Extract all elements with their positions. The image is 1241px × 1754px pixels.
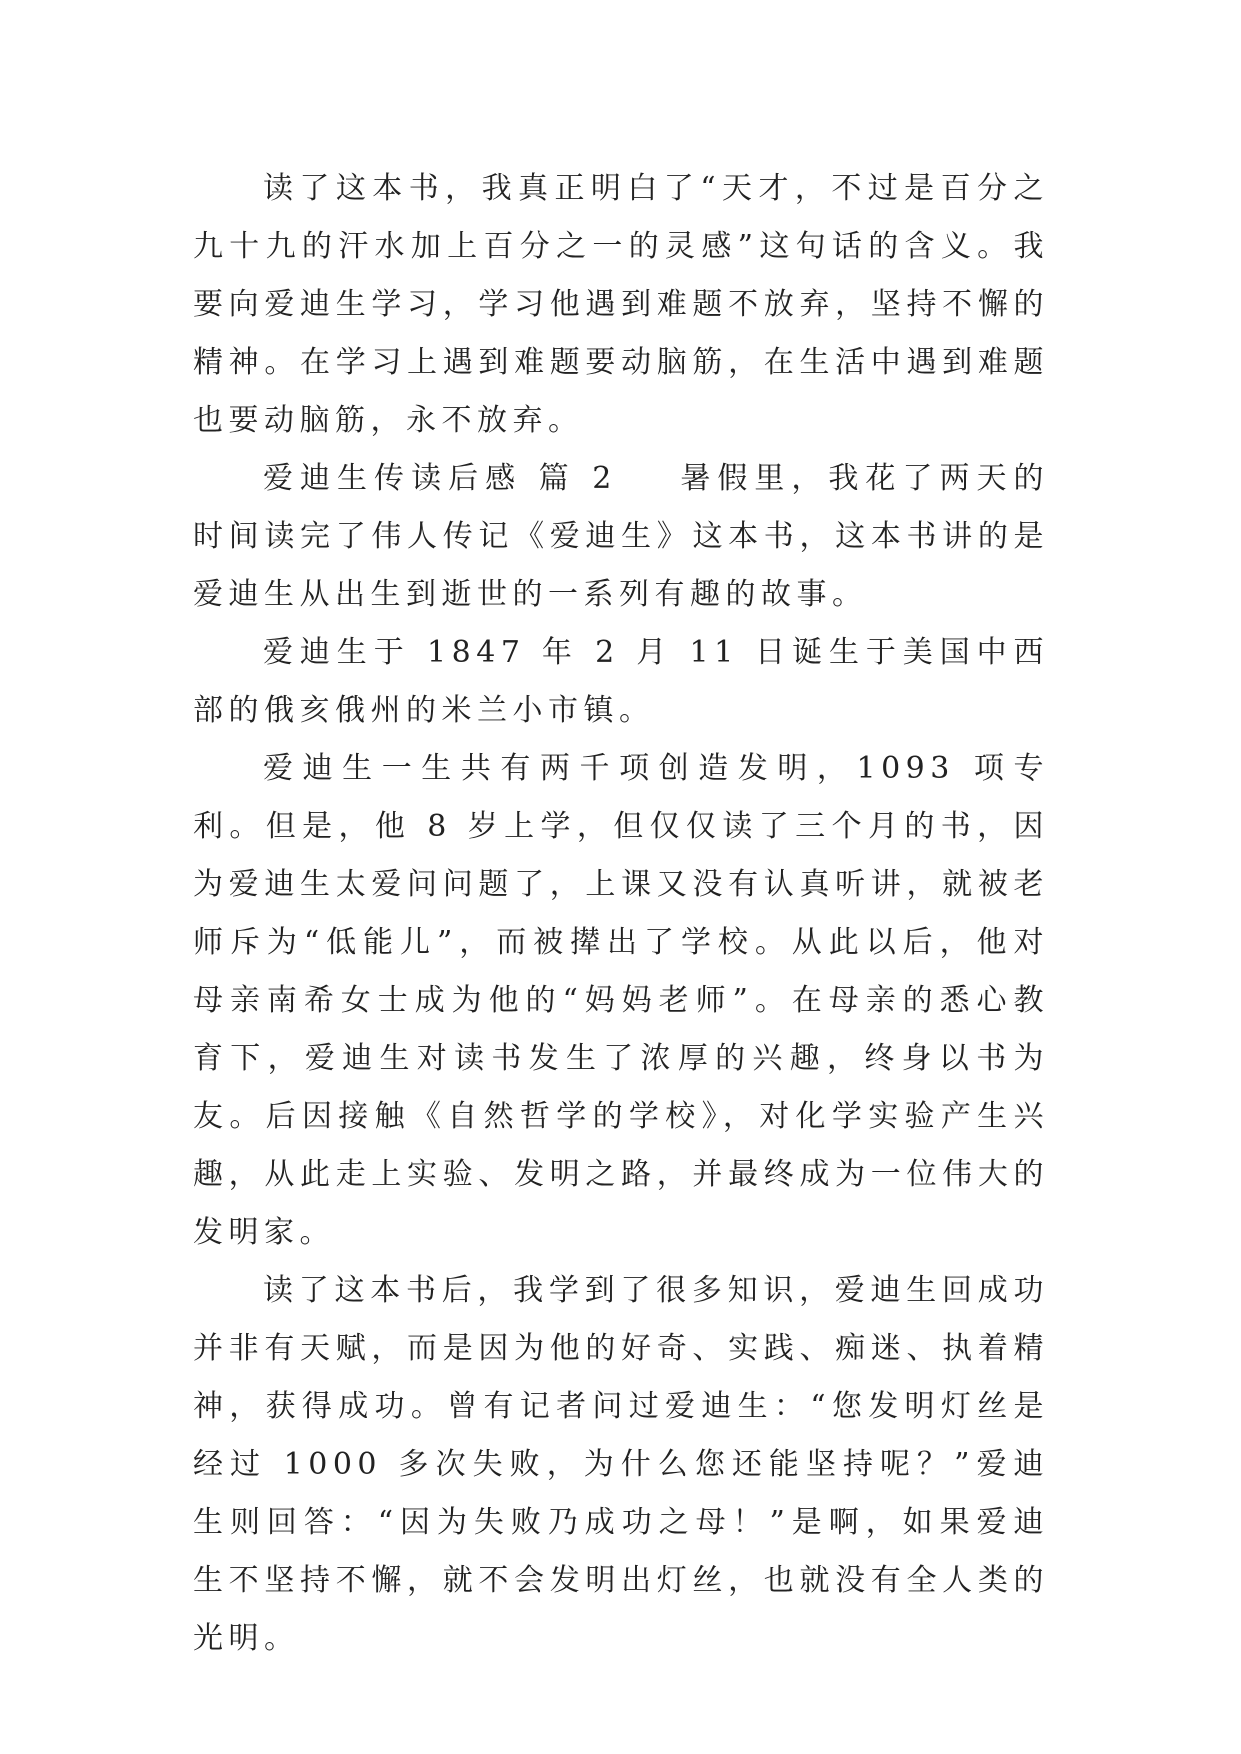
paragraph-section-2-intro [193,450,1049,624]
section-opening: 暑假里，我花了两天的时间读 [193,461,1049,554]
document-body [193,160,1049,1668]
section-opening-continued: 完了伟人传记《爱迪生》这本书，这本书讲的是爱迪生从出生到逝世的一系列有趣的故事。 [193,519,1050,612]
paragraph-birth: 爱迪生于 1847 年 2 月 11 日诞生于美国中西部的俄亥俄州的米兰小市镇。 [193,635,1049,728]
paragraph-inventions: 爱迪生一生共有两千项创造发明，1093 项专利。但是，他 8 岁上学，但仅仅读了三个月的书，因为爱迪生太爱问问题了，上课又没有认真听讲，就被老师斥为“低能儿”，而被撵出了学校。从此以后，他对母亲南希女士成为他的“妈妈老师”。在母亲的悉心教育下，爱迪生对读书发生了浓厚的兴趣，终身以书为友。后因接触《自然哲学的学校》，对化学实验产生兴趣，从此走上实验、发明之路，并最终成为一位伟大的发明家。 [193,751,1049,1250]
paragraph-conclusion-2: 读了这本书后，我学到了很多知识，爱迪生回成功并非有天赋，而是因为他的好奇、实践、痴迷、执着精神，获得成功。曾有记者问过爱迪生：“您发明灯丝是经过 1000 多次失败，为什么您还能坚持呢？”爱迪生则回答：“因为失败乃成功之母！”是啊，如果爱迪生不坚持不懈，就不会发明出灯丝，也就没有全人类的光明。 [193,1273,1049,1656]
paragraph-conclusion-1: 读了这本书，我真正明白了“天才，不过是百分之九十九的汗水加上百分之一的灵感”这句话的含义。我要向爱迪生学习，学习他遇到难题不放弃，坚持不懈的精神。在学习上遇到难题要动脑筋，在生活中遇到难题也要动脑筋，永不放弃。 [193,171,1049,438]
section-heading: 爱迪生传读后感 篇 2 [263,461,617,496]
